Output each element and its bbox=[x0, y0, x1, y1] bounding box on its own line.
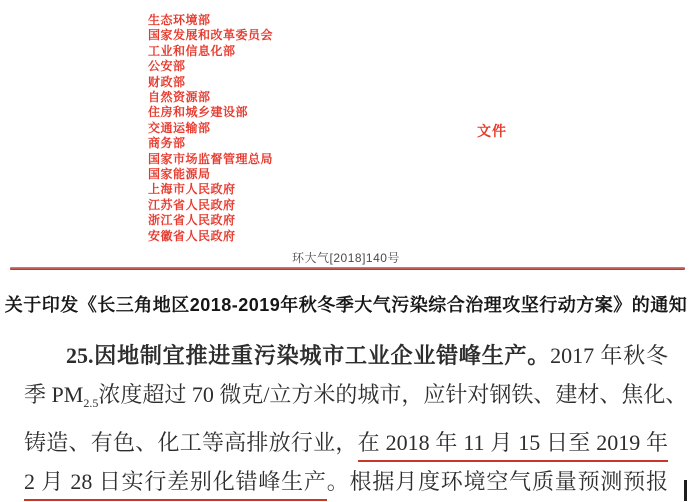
body-text: 。根据月度环境空气质量预测预报 bbox=[326, 469, 668, 494]
letterhead-divider-rule bbox=[10, 267, 685, 270]
letterhead-ministry-list bbox=[148, 13, 273, 244]
body-line-1 bbox=[24, 336, 668, 375]
ministry-name: 交通运输部 bbox=[148, 120, 211, 135]
ministry-name: 财政部 bbox=[148, 74, 186, 89]
ministry-name: 住房和城乡建设部 bbox=[148, 105, 249, 120]
body-text: 铸造、有色、化工等高排放行业， bbox=[24, 430, 358, 455]
underlined-date-range: 2 月 28 日实行差别化错峰生产 bbox=[24, 469, 327, 501]
ministry-name: 生态环境部 bbox=[148, 13, 211, 27]
body-bold-lead: 25.因地制宜推进重污染城市工业企业错峰生产。 bbox=[66, 343, 551, 368]
body-line-2 bbox=[24, 375, 688, 423]
ministry-name: 浙江省人民政府 bbox=[148, 213, 236, 228]
underlined-date-range: 在 2018 年 11 月 15 日至 2019 年 bbox=[358, 430, 668, 462]
document-body bbox=[24, 336, 688, 501]
doc-number: 环大气[2018]140号 bbox=[292, 251, 400, 265]
document-title: 关于印发《长三角地区2018-2019年秋冬季大气污染综合治理攻坚行动方案》的通知 bbox=[4, 295, 688, 315]
ministry-name: 上海市人民政府 bbox=[148, 182, 236, 197]
body-text: 2017 年秋冬 bbox=[550, 343, 668, 368]
body-line-3 bbox=[24, 423, 668, 462]
ministry-name: 国家发展和改革委员会 bbox=[148, 28, 274, 43]
body-text: 季 PM bbox=[24, 382, 84, 407]
ministry-name: 工业和信息化部 bbox=[148, 43, 236, 58]
body-text: 浓度超过 70 微克/立方米的城市，应针对钢铁、建材、焦化、 bbox=[98, 382, 688, 407]
file-label: 文件 bbox=[477, 123, 507, 139]
ministry-name: 商务部 bbox=[148, 136, 186, 151]
ministry-name: 安徽省人民政府 bbox=[148, 228, 236, 243]
ministry-name: 公安部 bbox=[148, 59, 186, 74]
ministry-name: 江苏省人民政府 bbox=[148, 197, 236, 212]
ministry-name: 国家市场监督管理总局 bbox=[148, 151, 274, 166]
ministry-name: 国家能源局 bbox=[148, 167, 211, 182]
body-line-4 bbox=[24, 462, 668, 501]
scan-edge-artifact bbox=[684, 480, 687, 501]
ministry-name: 自然资源部 bbox=[148, 90, 211, 105]
pm25-subscript: 2.5 bbox=[83, 396, 99, 410]
